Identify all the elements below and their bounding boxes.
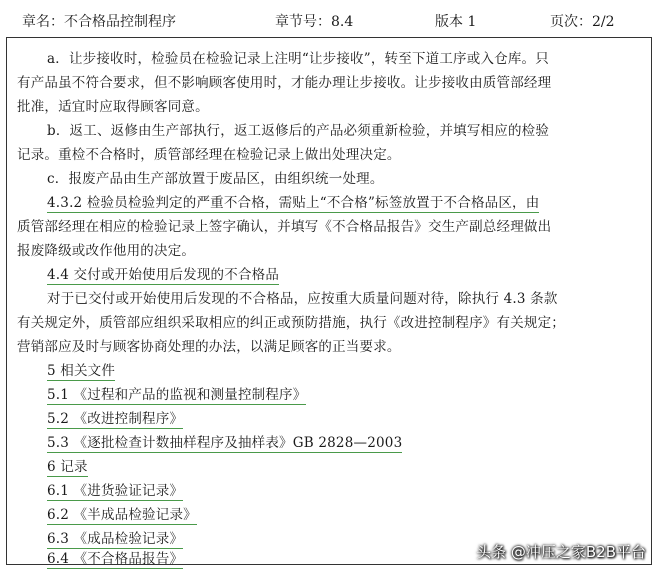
text-line: 报废降级或改作他用的决定。	[17, 243, 196, 259]
record-6-1: 6.1 《进货验证记录》	[47, 479, 183, 501]
related-doc-5-1: 5.1 《过程和产品的监视和测量控制程序》	[47, 383, 306, 405]
section-4-4-heading: 4.4 交付或开始使用后发现的不合格品	[47, 263, 279, 285]
text-line: c．报废产品由生产部放置于废品区，由组织统一处理。	[47, 171, 384, 187]
text-line: 质管部经理在相应的检验记录上签字确认，并填写《不合格品报告》交生产副总经理做出	[17, 219, 552, 235]
text-line: 有关规定外，质管部应组织采取相应的纠正或预防措施，执行《改进控制程序》有关规定；	[17, 315, 565, 331]
chapter-number: 章节号：8.4	[275, 14, 354, 30]
text-line: 营销部应及时与顾客协商处理的办法，以满足顾客的正当要求。	[17, 339, 401, 355]
text-line: 批准，适宜时应取得顾客同意。	[17, 99, 209, 115]
text-line: 对于已交付或开始使用后发现的不合格品，应按重大质量问题对待，除执行 4.3 条款	[47, 291, 558, 307]
related-doc-5-2: 5.2 《改进控制程序》	[47, 407, 183, 429]
section-6-heading: 6 记录	[47, 455, 88, 477]
version-label: 版本 1	[435, 14, 477, 30]
watermark: 头条 @冲压之家B2B平台	[476, 543, 646, 561]
section-4-3-2: 4.3.2 检验员检验判定的严重不合格，需贴上“不合格”标签放置于不合格品区，由	[47, 191, 539, 213]
text-line: b．返工、返修由生产部执行，返工返修后的产品必须重新检验，并填写相应的检验	[47, 123, 550, 139]
page-number: 页次：2/2	[550, 14, 615, 30]
related-doc-5-3: 5.3 《逐批检查计数抽样程序及抽样表》GB 2828—2003	[47, 431, 402, 453]
text-line: 有产品虽不符合要求，但不影响顾客使用时，才能办理让步接收。让步接收由质管部经理	[17, 75, 552, 91]
document-body	[6, 37, 652, 565]
text-line: a．让步接收时，检验员在检验记录上注明“让步接收”，转至下道工序或入仓库。只	[47, 51, 549, 67]
record-6-3: 6.3 《成品检验记录》	[47, 527, 183, 549]
record-6-4: 6.4 《不合格品报告》	[47, 547, 183, 569]
document-header	[0, 0, 660, 37]
record-6-2: 6.2 《半成品检验记录》	[47, 503, 197, 525]
section-5-heading: 5 相关文件	[47, 359, 115, 381]
text-line: 记录。重检不合格时，质管部经理在检验记录上做出处理决定。	[17, 147, 401, 163]
chapter-name: 章名：不合格品控制程序	[22, 14, 176, 30]
